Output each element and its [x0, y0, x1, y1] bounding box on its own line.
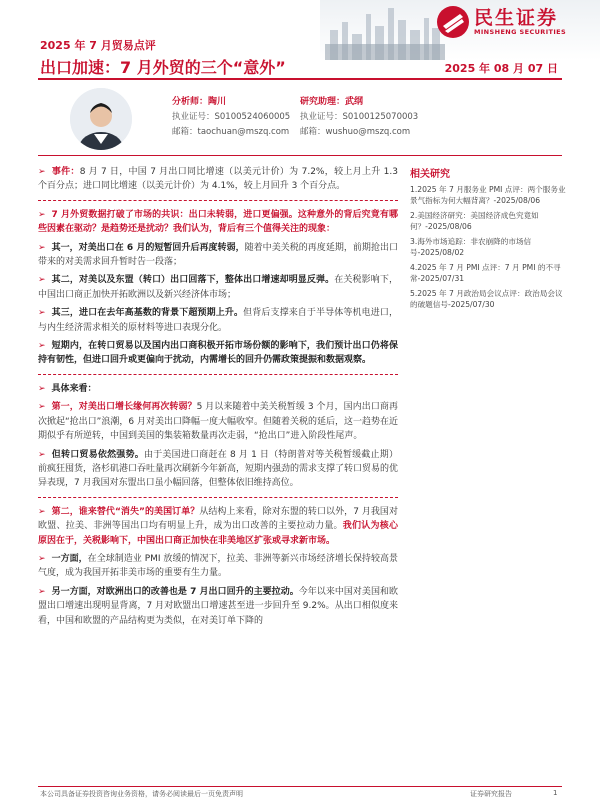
related-research-item[interactable]: 3.海外市场追踪：非农崩降的市场信号-2025/08/02 — [410, 237, 532, 257]
minsheng-logo-icon — [436, 5, 470, 39]
analyst-assistant — [300, 95, 418, 140]
analyst-photo — [70, 88, 132, 150]
paragraph-point-3: ➢ 其三，进口在去年高基数的背景下超预期上升。但背后支撑来自于半导体等机电进口，与内生经济需求相关的原材料等进口表现分化。 — [38, 308, 398, 333]
paragraph-event: ➢ 事件：8 月 7 日，中国 7 月出口同比增速（以美元计价）为 7.2%，较上月上升 1.3 个百分点；进口同比增速（以美元计价）为 4.1%，较上月回升 3 个百分点。 — [38, 167, 398, 192]
bullet-arrow-icon: ➢ — [38, 506, 46, 517]
bullet-arrow-icon: ➢ — [38, 449, 46, 460]
analyst-email: 邮箱：taochuan@mszq.com — [172, 127, 290, 137]
bullet-arrow-icon: ➢ — [38, 167, 46, 177]
analyst-primary — [172, 95, 290, 140]
bullet-arrow-icon: ➢ — [38, 586, 46, 597]
footer-divider — [38, 786, 562, 787]
brand-logo — [436, 2, 600, 42]
section-divider — [38, 200, 398, 201]
paragraph-point-1: ➢ 其一，对美出口在 6 月的短暂回升后再度转弱，随着中美关税的再度延期，前期抢出口带来的对美需求回升暂时告一段落； — [38, 242, 398, 268]
footer-report-type: 证券研究报告 — [470, 790, 512, 798]
bullet-arrow-icon: ➢ — [38, 383, 46, 394]
paragraph-transit-trade: ➢ 但转口贸易依然强势。由于美国进口商赶在 8 月 1 日（特朗普对等关税暂缓截止期）前疯狂囤货，洛杉矶港口吞吐量再次刷新今年新高，短期内强劲的需求支撑了转口贸易的优异表现，7 月我国对东盟出口虽小幅回落，但整体依旧维持高位。 — [38, 449, 399, 489]
related-research-title: 相关研究 — [410, 169, 450, 180]
paragraph-outlook: ➢ 短期内，在转口贸易以及国内出口商积极开拓市场份额的影响下，我们预计出口仍将保持有韧性，但进口回升或更偏向于扰动，内需增长的回升仍需政策提振和数据观察。 — [38, 341, 398, 366]
analyst-license: 执业证号：S0100524060005 — [172, 112, 291, 122]
header-divider — [38, 78, 562, 80]
bullet-arrow-icon: ➢ — [38, 553, 46, 564]
bullet-arrow-icon: ➢ — [38, 275, 46, 286]
report-series: 2025 年 7 月贸易点评 — [40, 39, 156, 52]
related-research-item[interactable]: 4.2025 年 7 月 PMI 点评：7 月 PMI 的不寻常-2025/07/31 — [410, 263, 561, 283]
related-research-item[interactable]: 5.2025 年 7 月政治局会议点评：政治局会议的破题信号-2025/07/30 — [410, 289, 563, 309]
bullet-arrow-icon: ➢ — [38, 209, 46, 220]
related-research-sidebar — [410, 165, 568, 314]
assistant-role: 研究助理： — [300, 97, 346, 107]
analyst-name: 陶川 — [208, 97, 227, 107]
analyst-role: 分析师： — [172, 97, 209, 107]
brand-name-en: MINSHENG SECURITIES — [474, 27, 567, 36]
bullet-arrow-icon: ➢ — [38, 402, 46, 413]
paragraph-on-other-hand: ➢ 另一方面，对欧洲出口的改善也是 7 月出口回升的主要拉动。今年以来中国对美国和欧盟出口增速出现明显背离，7 月对欧盟出口增速甚至进一步回升至 9.2%。从出口相似度来看，中国和欧盟的产品结构更为类似，在对美订单下降的 — [38, 586, 398, 626]
section-divider — [38, 497, 398, 498]
report-body — [38, 165, 398, 632]
assistant-license: 执业证号：S0100125070003 — [300, 112, 419, 122]
bullet-arrow-icon: ➢ — [38, 242, 46, 253]
report-date: 2025 年 08 月 07 日 — [444, 62, 558, 75]
report-title: 出口加速：7 月外贸的三个“意外” — [40, 58, 286, 77]
paragraph-point-2: ➢ 其二，对美以及东盟（转口）出口回落下，整体出口增速却明显反弹。在关税影响下，中国出口商正加快开拓欧洲以及新兴经济体市场； — [38, 275, 398, 300]
related-research-item[interactable]: 1.2025 年 7 月服务业 PMI 点评：两个服务业景气指标为何大幅背离？-2025/08/06 — [410, 185, 566, 205]
paragraph-second: ➢ 第二，谁来替代“消失”的美国订单？从结构上来看，除对东盟的转口以外，7 月我国对欧盟、拉美、非洲等国出口均有明显上升，成为出口改善的主要拉动力量。我们认为核心原因在于，关税影响下，中国出口商正加快在非美地区扩张或寻求新市场。 — [38, 506, 398, 546]
assistant-name: 武纲 — [345, 97, 364, 107]
related-research-item[interactable]: 2.美国经济研究：美国经济成色究竟如何？-2025/08/06 — [410, 211, 539, 231]
paragraph-summary: ➢ 7 月外贸数据打破了市场的共识：出口未转弱，进口更偏强。这种意外的背后究竟有哪些因素在驱动？是趋势还是扰动？我们认为，背后有三个值得关注的现象： — [38, 209, 398, 235]
footer-disclaimer: 本公司具备证券投资咨询业务资格，请务必阅读最后一页免责声明 — [40, 790, 243, 798]
assistant-email: 邮箱：wushuo@mszq.com — [300, 127, 411, 137]
paragraph-details-heading: ➢ 具体来看： — [38, 383, 97, 394]
analyst-divider — [38, 155, 562, 156]
bullet-arrow-icon: ➢ — [38, 308, 46, 319]
paragraph-first: ➢ 第一，对美出口增长缘何再次转弱？5 月以来随着中美关税暂缓 3 个月，国内出口商再次掀起“抢出口”浪潮，6 月对美出口降幅一度大幅收窄。但随着关税的延后，这一趋势在近期似乎有所逆转，中国到美国的集装箱数量再次走弱，“抢出口”进入阶段性尾声。 — [38, 402, 398, 442]
page-number: 1 — [553, 789, 558, 797]
bullet-arrow-icon: ➢ — [38, 341, 46, 352]
paragraph-on-one-hand: ➢ 一方面，在全球制造业 PMI 放缓的情况下，拉美、非洲等新兴市场经济增长保持较高景气度，成为我国开拓非美市场的重要有生力量。 — [38, 553, 398, 579]
section-divider — [38, 374, 398, 375]
brand-name-cn: 民生证券 — [474, 6, 559, 29]
